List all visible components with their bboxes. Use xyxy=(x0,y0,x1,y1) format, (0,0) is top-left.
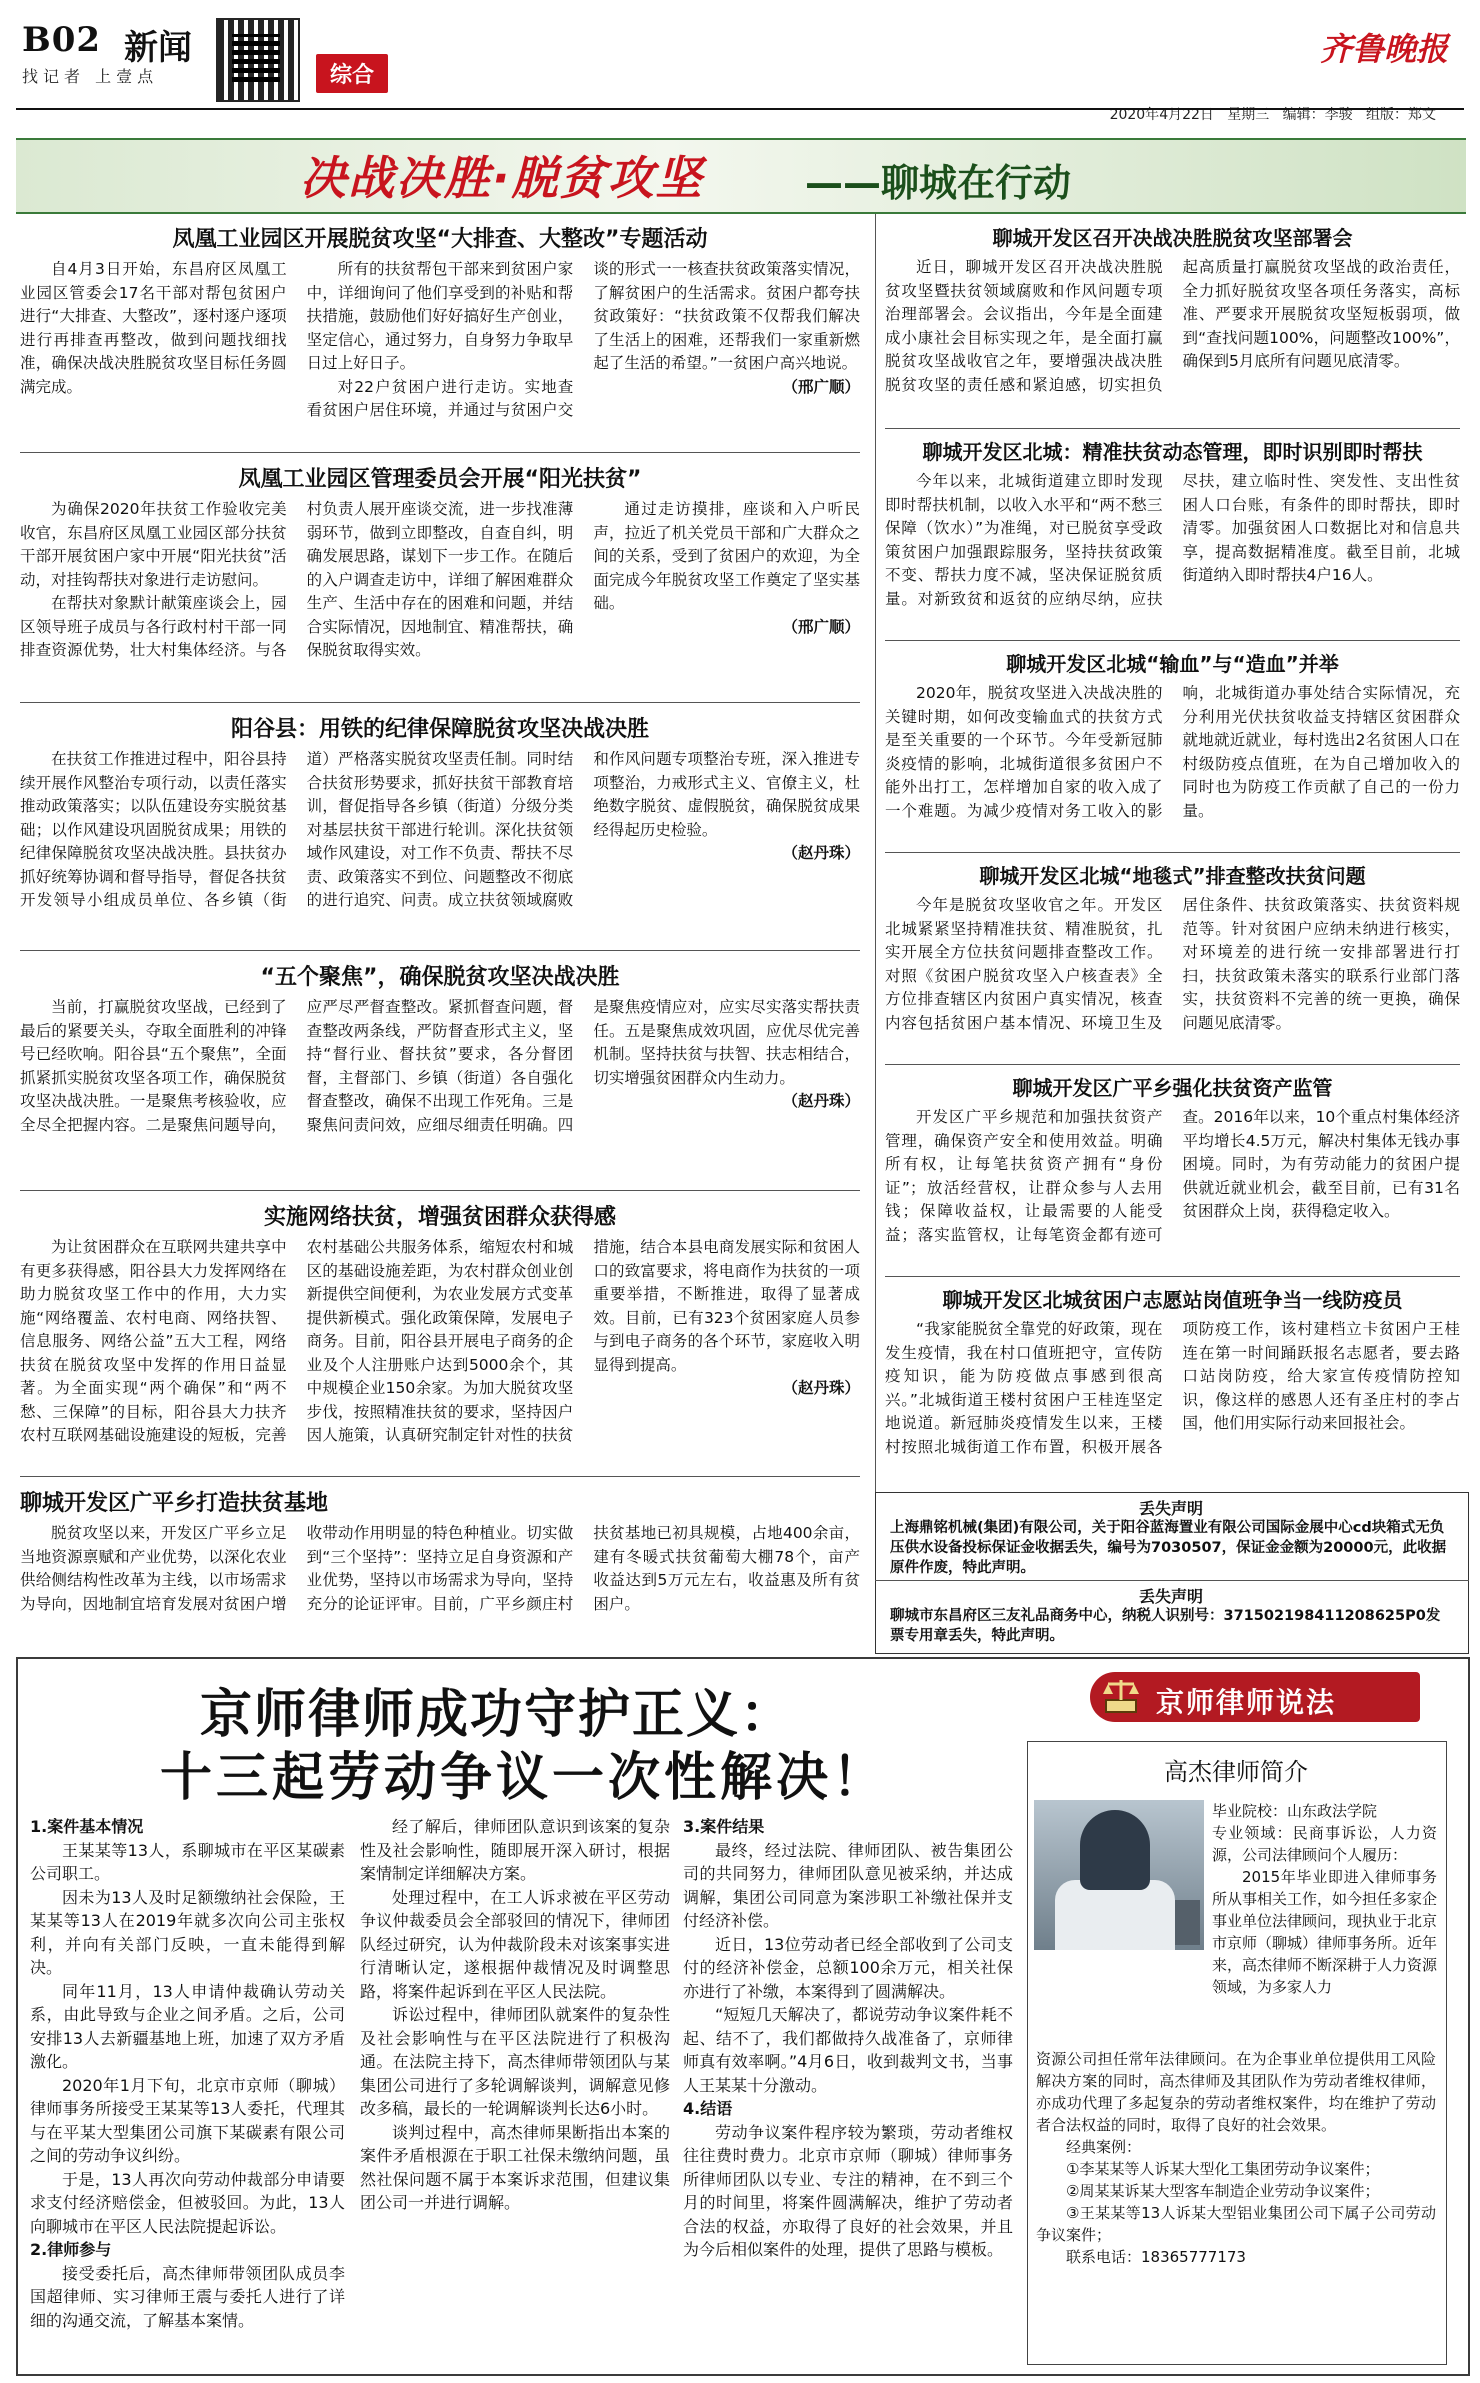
notice-title: 丢失声明 xyxy=(1138,1587,1203,1606)
paragraph: 2020年1月下旬，北京市京师（聊城）律师事务所接受王某某等13人委托，代理其与在平某大型集团公司旗下某碳素有限公司之间的劳动争议纠纷。 xyxy=(30,2075,345,2165)
article-headline: 聊城开发区北城：精准扶贫动态管理，即时识别即时帮扶 xyxy=(922,440,1423,464)
article-body xyxy=(885,894,1460,1060)
newspaper-logo: 齐鲁晚报 xyxy=(1319,30,1448,68)
article-body xyxy=(885,682,1460,848)
section-tag: 综合 xyxy=(316,54,388,93)
paragraph: 为让贫困群众在互联网共建共享中有更多获得感，阳谷县大力发挥网络在助力脱贫攻坚工作中的作用，大力实施“网络覆盖、农村电商、网络扶智、信息服务、网络公益”五大工程，网络扶贫在脱贫攻坚中发挥的作用日益显著。为全面实现“两个确保”和“两不愁、三保障”的目标，阳谷县大力扶齐农村互联网基础设施建设的短板，完善农村基础公共服务体系，缩短农村和城区的基础设施差距，为农村群众创业创新提供空间便利，为农业发展方式变革提供新模式。强化政策保障，发展电子商务。目前，阳谷县开展电子商务的企业及个人注册账户达到5000余个，其中规模企业150余家。为加大脱贫攻坚步伐，按照精准扶贫的要求，坚持因户因人施策，认真研究制定针对性的扶贫措施，结合本县电商发展实际和贫困人口的致富要求，将电商作为扶贫的一项重要举措，不断推进，取得了显著成效。目前，已有323个贫困家庭人员参与到电子商务的各个环节，家庭收入明显得到提高。 xyxy=(20,1238,860,1444)
profile-bio: 资源公司担任常年法律顾问。在为企事业单位提供用工风险解决方案的同时，高杰律师及其团队作为劳动者维权律师，亦成功代理了多起复杂的劳动者维权案件，均在维护了劳动者合法权益的同时，取得了良好的社会效果。 xyxy=(1036,2050,1436,2134)
profile-line: 2015年毕业即进入律师事务所从事相关工作，如今担任多家企事业单位法律顾问，现执业于北京市京师（聊城）律师事务所。近年来，高杰律师不断深耕于人力资源领域，为多家人力 xyxy=(1212,1868,1438,1996)
paragraph: 在扶贫工作推进过程中，阳谷县持续开展作风整治专项行动，以责任落实推动政策落实；以队伍建设夯实脱贫基础；以作风建设巩固脱贫成果；用铁的纪律保障脱贫攻坚决战决胜。县扶贫办抓好统筹协调和督导指导，督促各扶贫开发领导小组成员单位、各乡镇（街道）严格落实脱贫攻坚责任制。同时结合扶贫形势要求，抓好扶贫干部教育培训，督促指导各乡镇（街道）分级分类对基层扶贫干部进行轮训。深化扶贫领域作风建设，对工作不负责、帮扶不尽责、政策落实不到位、问题整改不彻底的进行追究、问责。成立扶贫领域腐败和作风问题专项整治专班，深入推进专项整治，力戒形式主义、官僚主义，杜绝数字脱贫、虚假脱贫，确保脱贫成果经得起历史检验。 xyxy=(20,750,860,909)
article-headline: 聊城开发区广平乡强化扶贫资产监管 xyxy=(1012,1076,1333,1100)
notice-text: 上海鼎铭机械(集团)有限公司，关于阳谷蓝海置业有限公司国际金展中心cd块箱式无负压供水设备投标保证金收据丢失，编号为7030507，保证金金额为20000元，此收据原件作废，特此声明。 xyxy=(890,1520,1447,1576)
profile-title: 高杰律师简介 xyxy=(1164,1758,1308,1786)
paragraph: 2020年，脱贫攻坚进入决战决胜的关键时期，如何改变输血式的扶贫方式是至关重要的一个环节。今年受新冠肺炎疫情的影响，北城街道很多贫困户不能外出打工，怎样增加自家的收入成了一个难题。为减少疫情对务工收入的影响，北城街道办事处结合实际情况，充分利用光伏扶贫收益支持辖区贫困群众就地就近就业，每村选出2名贫困人口在村级防疫点值班，在为自己增加收入的同时也为防疫工作贡献了自己的一份力量。 xyxy=(885,684,1460,820)
column-name: 京师律师说法 xyxy=(1156,1686,1337,1719)
notice-text: 聊城市东昌府区三友礼品商务中心，纳税人识别号：371502198411208625P0发票专用章丢失，特此声明。 xyxy=(890,1608,1441,1644)
banner-title: 决战决胜·脱贫攻坚 xyxy=(300,151,704,205)
divider xyxy=(20,1476,860,1477)
section-subheading: 3.案件结果 xyxy=(683,1817,765,1836)
scales-book-icon xyxy=(1096,1672,1146,1722)
ad-column-2 xyxy=(360,1815,670,2365)
photo-head xyxy=(1080,1810,1150,1890)
article-body xyxy=(885,1106,1460,1272)
divider xyxy=(885,1276,1460,1277)
qr-code-pattern xyxy=(232,34,280,82)
divider xyxy=(875,1580,1469,1581)
profile-phone: 联系电话：18365777173 xyxy=(1066,2248,1246,2266)
byline: （邢广顺） xyxy=(782,377,860,396)
paragraph: 开发区广平乡规范和加强扶贫资产管理，确保资产安全和使用效益。明确所有权，让每笔扶贫资产拥有“身份证”；放活经营权，让群众参与人去用钱；保障收益权，让最需要的人能受益；落实监管权，让每笔资金都有迹可查。2016年以来，10个重点村集体经济平均增长4.5万元，解决村集体无钱办事困境。同时，为有劳动能力的贫困户提供就近就业机会，截至目前，已有31名贫困群众上岗，获得稳定收入。 xyxy=(885,1108,1460,1244)
article-body xyxy=(20,1522,860,1648)
profile-case: ②周某某诉某大型客车制造企业劳动争议案件； xyxy=(1066,2182,1380,2200)
ad-title-line1: 京师律师成功守护正义： xyxy=(200,1685,795,1745)
editor: 编辑：李骏 xyxy=(1282,107,1353,123)
article-body xyxy=(885,1318,1460,1484)
paragraph: 谈判过程中，高杰律师果断指出本案的案件矛盾根源在于职工社保未缴纳问题，虽然社保问题不属于本案诉求范围，但建议集团公司一并进行调解。 xyxy=(360,2122,670,2212)
masthead-tagline: 找记者 上壹点 xyxy=(22,67,159,86)
article-headline: 凤凰工业园区管理委员会开展“阳光扶贫” xyxy=(238,467,642,492)
paragraph: 对22户贫困户进行走访。实地查看贫困户居住环境，并通过与贫困户交谈的形式一一核查扶贫政策落实情况，了解贫困户的生活需求。贫困户都夸扶贫政策好：“扶贫政策不仅帮我们解决了生活上的困难，还帮我们一家重新燃起了生活的希望。”一贫困户高兴地说。 xyxy=(306,260,860,419)
profile-bottom-text xyxy=(1036,2048,1436,2268)
paragraph: 为确保2020年扶贫工作验收完美收官，东昌府区凤凰工业园区部分扶贫干部开展贫困户家中开展“阳光扶贫”活动，对挂钩帮扶对象进行走访慰问。 xyxy=(20,500,287,589)
divider xyxy=(885,640,1460,641)
byline: （赵丹珠） xyxy=(782,1092,860,1110)
section-subheading: 1.案件基本情况 xyxy=(30,1817,144,1836)
ad-column-1 xyxy=(30,1815,345,2365)
paragraph: 经了解后，律师团队意识到该案的复杂性及社会影响性，随即展开深入研讨，根据案情制定详细解决方案。 xyxy=(360,1817,670,1883)
article-headline: 聊城开发区北城贫困户志愿站岗值班争当一线防疫员 xyxy=(942,1288,1403,1312)
paragraph: 今年是脱贫攻坚收官之年。开发区北城紧紧坚持精准扶贫、精准脱贫，扎实开展全方位扶贫问题排查整改工作。对照《贫困户脱贫攻坚入户核查表》全方位排查辖区内贫困户真实情况，核查内容包括贫困户基本情况、环境卫生及居住条件、扶贫政策落实、扶贫资料规范等。针对贫困户应纳未纳进行核实，对环境差的进行统一安排部署进行打扫，扶贫政策未落实的联系行业部门落实，扶贫资料不完善的统一更换，确保问题见底清零。 xyxy=(885,896,1460,1032)
paragraph: 诉讼过程中，律师团队就案件的复杂性及社会影响性与在平区法院进行了积极沟通。在法院主持下，高杰律师带领团队与某集团公司进行了多轮调解谈判，调解意见修改多稿，最长的一轮调解谈判长达6小时。 xyxy=(360,2005,670,2118)
dateline xyxy=(1110,104,1436,124)
photo-shirt xyxy=(1055,1880,1175,1950)
section-subheading: 4.结语 xyxy=(683,2099,733,2118)
paragraph: 因未为13人及时足额缴纳社会保险，王某某等13人在2019年就多次向公司主张权利，并向有关部门反映，一直未能得到解决。 xyxy=(30,1887,345,1977)
paragraph: 当前，打赢脱贫攻坚战，已经到了最后的紧要关头，夺取全面胜利的冲锋号已经吹响。阳谷县“五个聚焦”，全面抓紧抓实脱贫攻坚各项工作，确保脱贫攻坚决战决胜。一是聚焦考核验收，应全尽全把握内容。二是聚焦问题导向，应严尽严督查整改。紧抓督查问题，督查整改两条线，严防督查形式主义，坚持“督行业、督扶贫”要求，各分督团督，主督部门、乡镇（街道）各自强化督查整改，确保不出现工作死角。三是聚焦问责问效，应细尽细责任明确。四是聚焦疫情应对，应实尽实落实帮扶责任。五是聚焦成效巩固，应优尽优完善机制。坚持扶贫与扶智、扶志相结合，切实增强贫困群众内生动力。 xyxy=(20,998,860,1134)
paragraph: 通过走访摸排，座谈和入户听民声，拉近了机关党员干部和广大群众之间的关系，受到了贫困户的欢迎，为全面完成今年脱贫攻坚工作奠定了坚实基础。 xyxy=(593,500,860,612)
profile-case: ③王某某等13人诉某大型铝业集团公司下属子公司劳动争议案件； xyxy=(1036,2204,1436,2244)
paragraph: “短短几天解决了，都说劳动争议案件耗不起、结不了，我们都做持久战准备了，京师律师真有效率啊。”4月6日，收到裁判文书，当事人王某某十分激动。 xyxy=(683,2005,1013,2095)
article-body xyxy=(885,256,1460,426)
weekday: 星期三 xyxy=(1227,107,1270,123)
byline: （赵丹珠） xyxy=(782,844,860,862)
layout-editor: 组版：郑文 xyxy=(1366,107,1436,123)
ad-column-3 xyxy=(683,1815,1013,2365)
column-badge xyxy=(1090,1672,1420,1722)
section-name: 新闻 xyxy=(124,28,192,68)
masthead xyxy=(16,14,1466,123)
article-body xyxy=(20,498,860,698)
profile-cases-label: 经典案例： xyxy=(1066,2138,1142,2156)
paragraph: 王某某等13人，系聊城市在平区某碳素公司职工。 xyxy=(30,1840,345,1883)
paragraph: 自4月3日开始，东昌府区凤凰工业园区管委会17名干部对帮包贫困户进行“大排查、大整改”，逐村逐户逐项进行再排查再整改，做到问题找细找准，确保决战决胜脱贫攻坚目标任务圆满完成。 xyxy=(20,260,287,396)
column-separator xyxy=(875,214,876,1514)
profile-line: 毕业院校：山东政法学院 xyxy=(1212,1802,1378,1820)
article-body xyxy=(20,996,860,1186)
paragraph: 近日，13位劳动者已经全部收到了公司支付的经济补偿金，总额100余万元，相关社保亦进行了补缴，本案得到了圆满解决。 xyxy=(683,1934,1013,2001)
divider xyxy=(20,950,860,951)
article-headline: 聊城开发区北城“地毯式”排查整改扶贫问题 xyxy=(979,864,1366,888)
article-headline: 聊城开发区广平乡打造扶贫基地 xyxy=(20,1491,329,1516)
paragraph: “我家能脱贫全靠党的好政策，现在发生疫情，我在村口值班把守，宣传防疫知识，能为防疫做点事感到很高兴。”北城街道王楼村贫困户王桂连坚定地说道。新冠肺炎疫情发生以来，王楼村按照北城街道工作布置，积极开展各项防疫工作，该村建档立卡贫困户王桂连在第一时间踊跃报名志愿者，要去路口站岗防疫，给大家宣传疫情防控知识，像这样的感恩人还有圣庄村的李占国，他们用实际行动来回报社会。 xyxy=(885,1320,1460,1456)
paragraph: 在帮扶对象默计献策座谈会上，园区领导班子成员与各行政村村干部一同排查资源优势，壮大村集体经济。与各村负责人展开座谈交流，进一步找准薄弱环节，做到立即整改，自查自纠，明确发展思路，谋划下一步工作。在随后的入户调查走访中，详细了解困难群众生产、生活中存在的困难和问题，并结合实际情况，因地制宜、精准帮扶，确保脱贫取得实效。 xyxy=(20,500,574,659)
divider xyxy=(20,702,860,703)
paragraph: 最终，经过法院、律师团队、被告集团公司的共同努力，律师团队意见被采纳，并达成调解，集团公司同意为案涉职工补缴社保并支付经济补偿。 xyxy=(683,1840,1013,1930)
section-subheading: 2.律师参与 xyxy=(30,2240,112,2259)
banner xyxy=(16,138,1466,214)
paragraph: 处理过程中，在工人诉求被在平区劳动争议仲裁委员会全部驳回的情况下，律师团队经过研究，认为仲裁阶段未对该案事实进行清晰认定，遂根据仲裁情况及时调整思路，将案件起诉到在平区人民法院。 xyxy=(360,1887,670,2001)
banner-subtitle: ——聊城在行动 xyxy=(805,161,1072,205)
article-headline: 聊城开发区北城“输血”与“造血”并举 xyxy=(1006,652,1339,676)
article-headline: 实施网络扶贫，增强贫困群众获得感 xyxy=(263,1205,616,1230)
date: 2020年4月22日 xyxy=(1109,107,1214,123)
divider xyxy=(885,852,1460,853)
byline: （邢广顺） xyxy=(782,617,860,636)
article-headline: 聊城开发区召开决战决胜脱贫攻坚部署会 xyxy=(992,226,1353,250)
profile-top-text xyxy=(1212,1800,1437,1998)
article-body xyxy=(20,1236,860,1472)
divider xyxy=(20,1190,860,1191)
paragraph: 于是，13人再次向劳动仲裁部分申请要求支付经济赔偿金，但被驳回。为此，13人向聊城市在平区人民法院提起诉讼。 xyxy=(30,2169,345,2236)
paragraph: 所有的扶贫帮包干部来到贫困户家中，详细询问了他们享受到的补贴和帮扶措施，鼓励他们好好搞好生产创业，坚定信心，通过努力，自身努力争取早日过上好日子。 xyxy=(306,260,574,372)
article-headline: “五个聚焦”，确保脱贫攻坚决战决胜 xyxy=(260,965,620,990)
paragraph: 同年11月，13人申请仲裁确认劳动关系，由此导致与企业之间矛盾。之后，公司安排13人去新疆基地上班，加速了双方矛盾激化。 xyxy=(30,1981,345,2071)
notice-title: 丢失声明 xyxy=(1138,1499,1203,1518)
divider xyxy=(885,428,1460,429)
paragraph: 今年以来，北城街道建立即时发现即时帮扶机制，以收入水平和“两不愁三保障（饮水）”为准绳，对已脱贫享受政策贫困户加强跟踪服务，坚持扶贫政策不变、帮扶力度不减，坚决保证脱贫质量。对新致贫和返贫的应纳尽纳，应扶尽扶，建立临时性、突发性、支出性贫困人口台账，有条件的即时帮扶，即时清零。加强贫困人口数据比对和信息共享，提高数据精准度。截至目前，北城街道纳入即时帮扶4户16人。 xyxy=(885,472,1460,608)
byline: （赵丹珠） xyxy=(782,1379,860,1397)
profile-line: 专业领域：民商事诉讼，人力资源，公司法律顾问个人履历： xyxy=(1212,1824,1437,1864)
ad-title-line2: 十三起劳动争议一次性解决！ xyxy=(160,1748,889,1808)
paragraph: 近日，聊城开发区召开决战决胜脱贫攻坚暨扶贫领域腐败和作风问题专项治理部署会。会议指出，今年是全面建成小康社会目标实现之年，是全面打赢脱贫攻坚战收官之年，要增强决战决胜脱贫攻坚的责任感和紧迫感，切实担负起高质量打赢脱贫攻坚战的政治责任，全力抓好脱贫攻坚各项任务落实，高标准、严要求开展脱贫攻坚短板弱项，做到“查找问题100%，问题整改100%”，确保到5月底所有问题见底清零。 xyxy=(885,258,1460,394)
masthead-rule xyxy=(16,108,1464,110)
article-body xyxy=(20,258,860,446)
paragraph: 脱贫攻坚以来，开发区广平乡立足当地资源禀赋和产业优势，以深化农业供给侧结构性改革为主线，以市场需求为导向，因地制宜培育发展对贫困户增收带动作用明显的特色种植业。切实做到“三个坚持”：坚持立足自身资源和产业优势，坚持以市场需求为导向，坚持充分的论证评审。目前，广平乡颜庄村扶贫基地已初具规模，占地400余亩，建有冬暖式扶贫葡萄大棚78个，亩产收益达到5万元左右，收益惠及所有贫困户。 xyxy=(20,1524,860,1613)
profile-case: ①李某某等人诉某大型化工集团劳动争议案件； xyxy=(1066,2160,1380,2178)
divider xyxy=(20,452,860,453)
divider xyxy=(885,1064,1460,1065)
article-headline: 阳谷县：用铁的纪律保障脱贫攻坚决战决胜 xyxy=(230,717,649,742)
paragraph: 劳动争议案件程序较为繁琐，劳动者维权往往费时费力。北京市京师（聊城）律师事务所律师团队以专业、专注的精神，在不到三个月的时间里，将案件圆满解决，维护了劳动者合法的权益，亦取得了良好的社会效果，并且为今后相似案件的处理，提供了思路与模板。 xyxy=(683,2122,1013,2259)
paragraph: 接受委托后，高杰律师带领团队成员李国超律师、实习律师王震与委托人进行了详细的沟通交流，了解基本案情。 xyxy=(30,2263,345,2330)
page-code: B02 xyxy=(22,20,102,60)
article-body xyxy=(885,470,1460,636)
article-headline: 凤凰工业园区开展脱贫攻坚“大排查、大整改”专题活动 xyxy=(172,227,708,252)
article-body xyxy=(20,748,860,944)
